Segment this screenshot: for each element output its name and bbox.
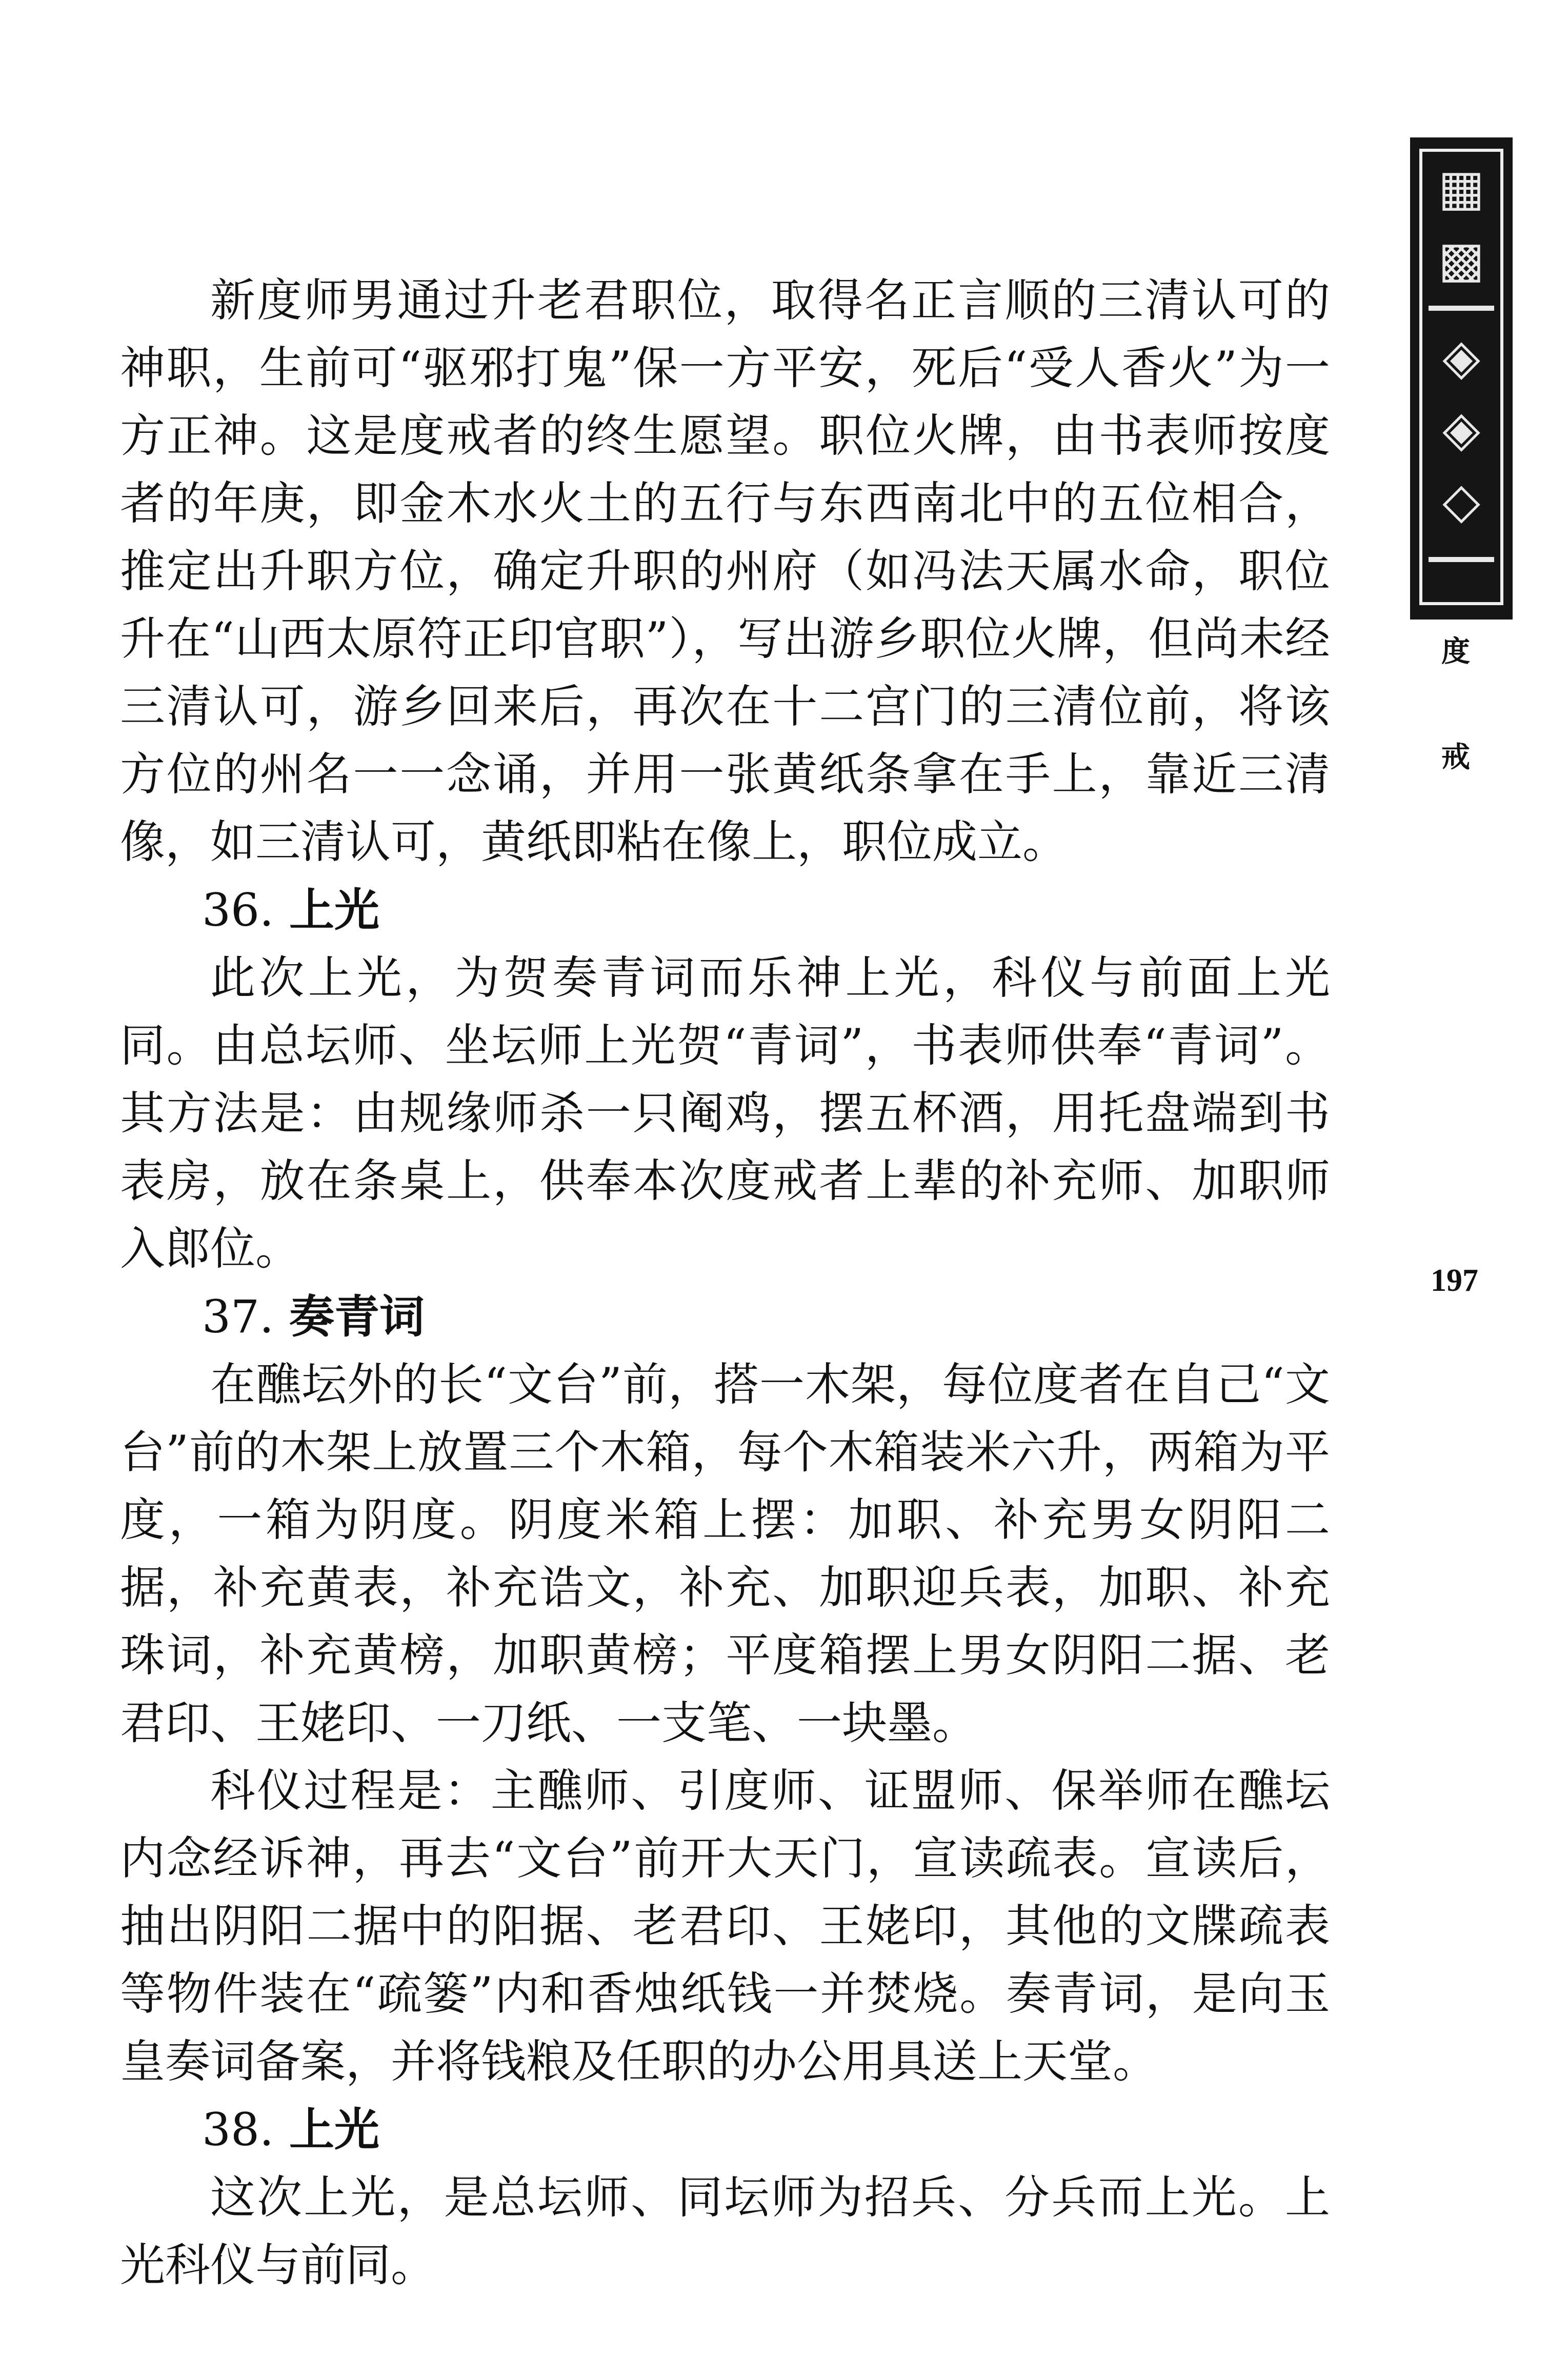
emblem-diamond-1: ◈: [1442, 328, 1480, 386]
paragraph: 在醮坛外的长“文台”前，搭一木架，每位度者在自己“文台”前的木架上放置三个木箱，每个木箱装米六升，两箱为平度，一箱为阴度。阴度米箱上摆：加职、补充男女阴阳二据，补充黄表，补充诰文，补充、加职迎兵表，加职、补充珠词，补充黄榜，加职黄榜；平度箱摆上男女阴阳二据、老君印、王姥印、一刀纸、一支笔、一块墨。: [120, 1358, 1330, 1749]
section-heading-38: [120, 2095, 1330, 2164]
paragraph: 新度师男通过升老君职位，取得名正言顺的三清认可的神职，生前可“驱邪打鬼”保一方平安，死后“受人香火”为一方正神。这是度戒者的终生愿望。职位火牌，由书表师按度者的年庚，即金木水火土的五行与东西南北中的五位相合，推定出升职方位，确定升职的州府（如冯法天属水命，职位升在“山西太原符正印官职”），写出游乡职位火牌，但尚未经三清认可，游乡回来后，再次在十二宫门的三清位前，将该方位的州名一一念诵，并用一张黄纸条拿在手上，靠近三清像，如三清认可，黄纸即粘在像上，职位成立。: [120, 274, 1330, 868]
emblem-divider: [1429, 306, 1494, 311]
section-number: 38.: [202, 2103, 274, 2156]
section-title: 奏青词: [289, 1290, 425, 1343]
section-number: 36.: [202, 884, 274, 936]
paragraph: 科仪过程是：主醮师、引度师、证盟师、保举师在醮坛内念经诉神，再去“文台”前开大天门，宣读疏表。宣读后，抽出阴阳二据中的阳据、老君印、王姥印，其他的文牒疏表等物件装在“疏篓”内和香烛纸钱一并焚烧。奏青词，是向玉皇奏词备案，并将钱粮及任职的办公用具送上天堂。: [120, 1764, 1330, 2088]
section-title: 上光: [289, 2103, 379, 2156]
paragraph: 这次上光，是总坛师、同坛师为招兵、分兵而上光。上光科仪与前同。: [120, 2171, 1330, 2291]
section-number: 37.: [202, 1290, 274, 1343]
section-heading-36: [120, 876, 1330, 944]
emblem-diamond-2: ◈: [1442, 400, 1480, 457]
decorative-chapter-emblem: [1410, 137, 1513, 620]
emblem-diamond-3: ◇: [1442, 471, 1480, 529]
emblem-pattern-top: ▦: [1438, 158, 1485, 216]
running-chapter-title: 度戒: [1437, 636, 1471, 847]
section-title: 上光: [289, 883, 379, 936]
emblem-divider-bottom: [1429, 557, 1494, 562]
emblem-pattern-upper: ▩: [1438, 230, 1485, 288]
section-heading-37: [120, 1283, 1330, 1351]
paragraph: 此次上光，为贺奏青词而乐神上光，科仪与前面上光同。由总坛师、坐坛师上光贺“青词”，书表师供奉“青词”。其方法是：由规缘师杀一只阉鸡，摆五杯酒，用托盘端到书表房，放在条桌上，供奉本次度戒者上辈的补充师、加职师入郎位。: [120, 951, 1330, 1275]
emblem-frame: [1419, 149, 1503, 605]
page-number: 197: [1431, 1263, 1478, 1298]
body-text: [120, 267, 1330, 2299]
